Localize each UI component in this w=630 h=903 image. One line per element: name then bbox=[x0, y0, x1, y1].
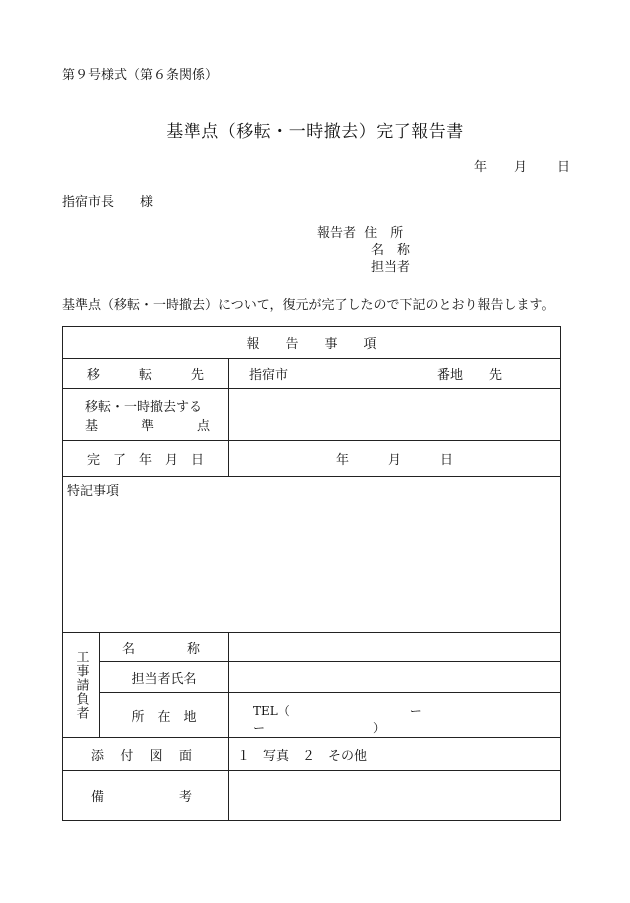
relocation-lot: 番地 先 bbox=[436, 368, 502, 383]
date-year-label: 年 bbox=[474, 160, 488, 175]
notes-label: 特記事項 bbox=[67, 484, 120, 499]
contractor-person-value bbox=[229, 662, 561, 693]
date-month-label: 月 bbox=[514, 160, 528, 175]
target-point-label: 移転・一時撤去する 基 準 点 bbox=[63, 389, 229, 441]
reporter-address-label: 住 所 bbox=[364, 226, 404, 241]
form-number: 第９号様式（第６条関係） bbox=[62, 68, 219, 83]
reporter-person-label: 担当者 bbox=[371, 260, 411, 275]
contractor-label: 工事請負者 bbox=[63, 633, 100, 738]
contractor-name-label: 名 称 bbox=[100, 633, 229, 662]
reporter-label: 報告者 bbox=[317, 226, 357, 241]
document-title: 基準点（移転・一時撤去）完了報告書 bbox=[166, 122, 464, 142]
contractor-address-label: 所 在 地 bbox=[100, 693, 229, 738]
relocation-city: 指宿市 bbox=[249, 368, 289, 383]
contractor-address-value bbox=[229, 693, 561, 738]
date-day-label: 日 bbox=[557, 160, 571, 175]
contractor-person-label: 担当者氏名 bbox=[100, 662, 229, 693]
completion-date-value: 年 月 日 bbox=[229, 441, 561, 477]
tel-field: TEL（ ー ー ） bbox=[253, 704, 506, 735]
contractor-name-value bbox=[229, 633, 561, 662]
report-table bbox=[62, 326, 561, 821]
remarks-label: 備 考 bbox=[63, 771, 229, 821]
attachment-label: 添 付 図 面 bbox=[63, 738, 229, 771]
attachment-value: １ 写真 ２ その他 bbox=[229, 738, 561, 771]
target-point-value bbox=[229, 389, 561, 441]
remarks-value bbox=[229, 771, 561, 821]
relocation-label: 移 転 先 bbox=[63, 359, 229, 389]
report-date bbox=[474, 156, 570, 175]
reporter-name-label: 名 称 bbox=[371, 243, 411, 258]
addressee: 指宿市長 様 bbox=[62, 195, 154, 210]
reporter-block bbox=[317, 225, 410, 276]
table-header: 報 告 事 項 bbox=[63, 327, 561, 359]
relocation-value bbox=[229, 359, 561, 389]
intro-text: 基準点（移転・一時撤去）について，復元が完了したので下記のとおり報告します。 bbox=[62, 298, 555, 313]
completion-date-label: 完 了 年 月 日 bbox=[63, 441, 229, 477]
notes-cell bbox=[63, 477, 561, 633]
